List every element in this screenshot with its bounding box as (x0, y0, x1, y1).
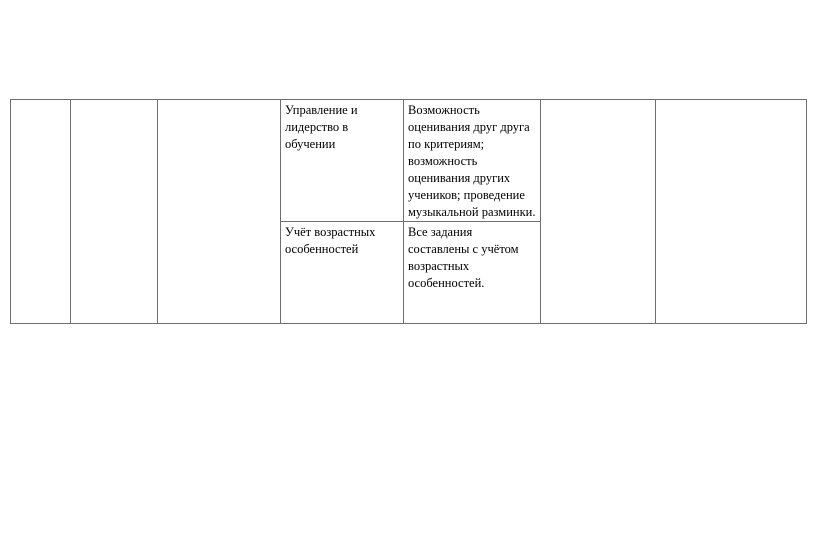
criterion-text: Управление и лидерство в обучении (285, 103, 358, 151)
lesson-plan-table (10, 99, 807, 324)
criterion-cell (281, 222, 404, 324)
empty-cell-col-2 (71, 100, 158, 324)
empty-cell-col-1 (11, 100, 71, 324)
description-text: Все задания составлены с учётом возрастных особенностей. (408, 225, 519, 290)
empty-cell-col-6 (541, 100, 656, 324)
table-row (11, 100, 807, 222)
criterion-cell (281, 100, 404, 222)
empty-cell-col-3 (158, 100, 281, 324)
criterion-text: Учёт возрастных особенностей (285, 225, 376, 256)
empty-cell-col-7 (656, 100, 807, 324)
description-cell (404, 222, 541, 324)
description-cell (404, 100, 541, 222)
description-text: Возможность оценивания друг друга по критериям; возможность оценивания других учеников; проведение музыкальной разминки. (408, 103, 536, 219)
